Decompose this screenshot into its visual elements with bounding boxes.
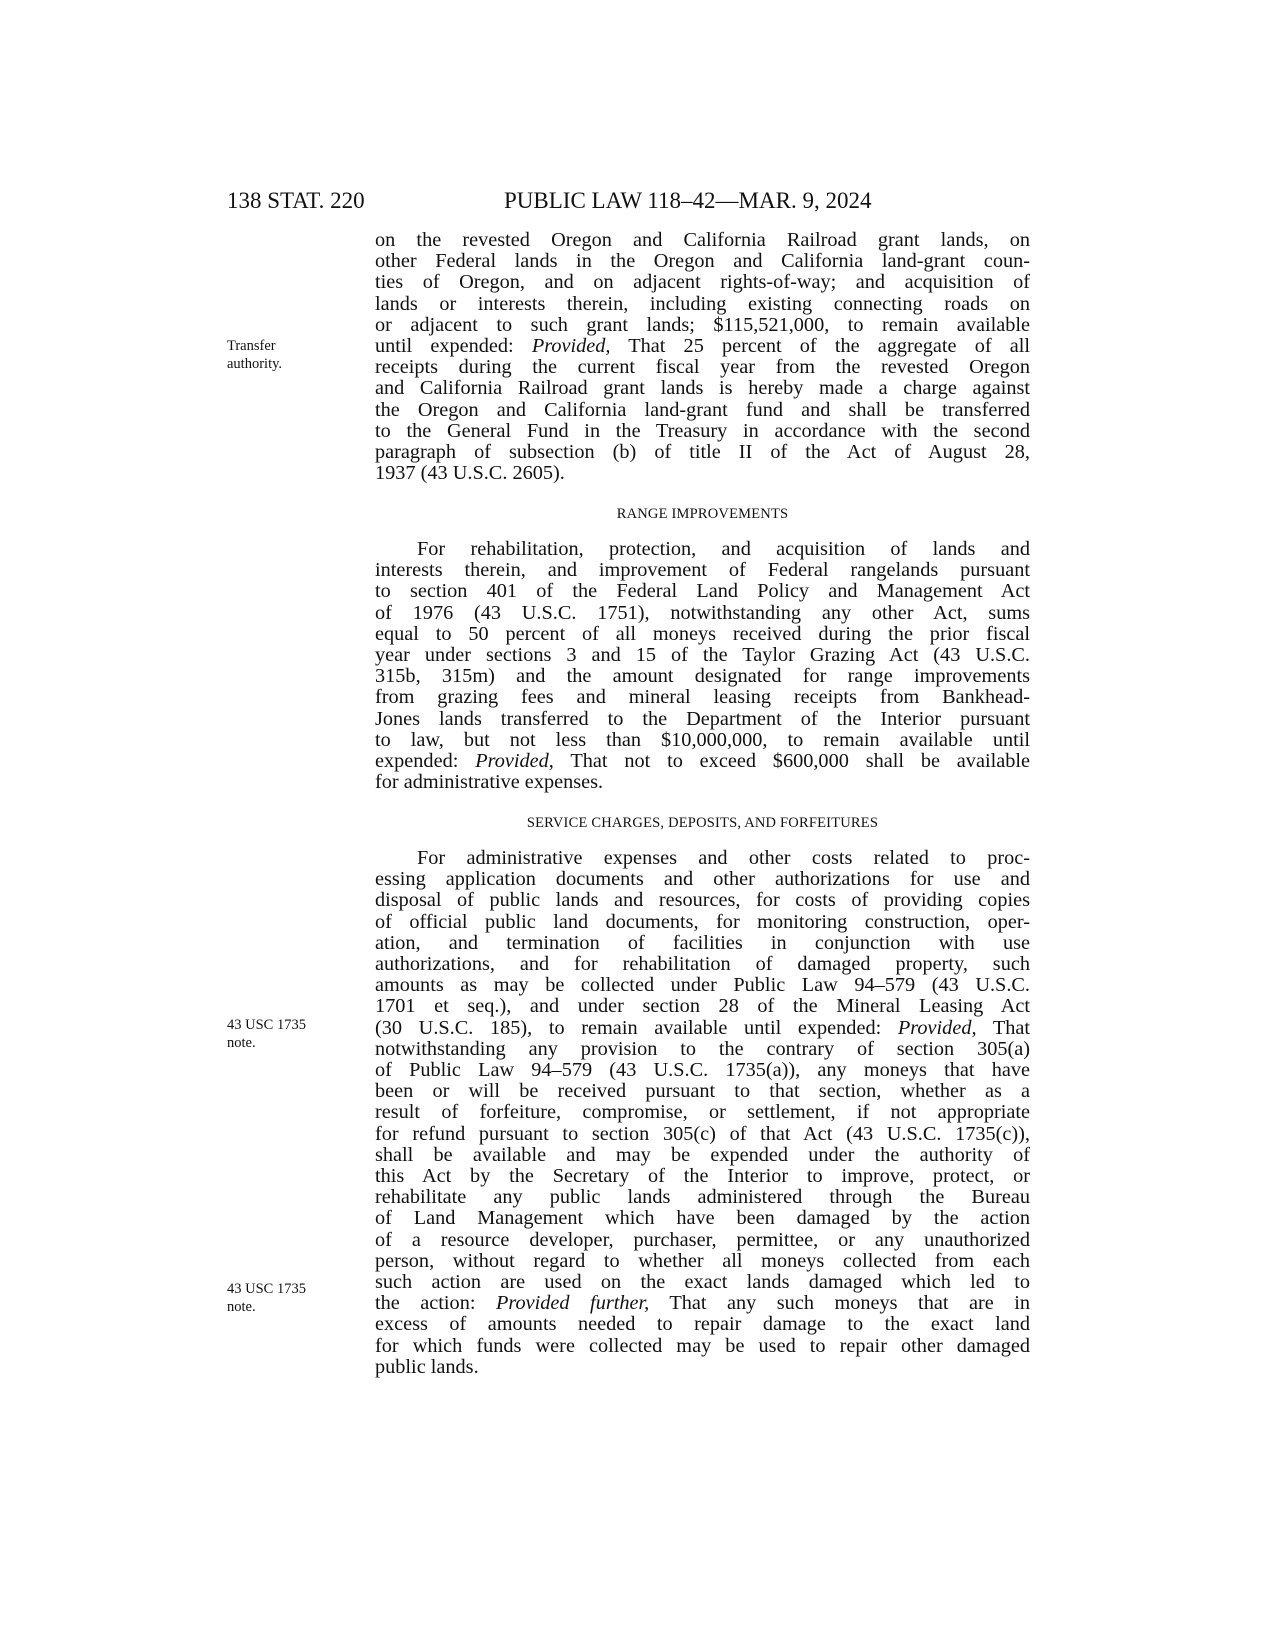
text-line: person, without regard to whether all moneys collected from each xyxy=(375,1249,1030,1272)
text-line: of 1976 (43 U.S.C. 1751), notwithstanding any other Act, sums xyxy=(375,601,1030,624)
text-line: interests therein, and improvement of Federal rangelands pursuant xyxy=(375,559,1030,582)
text-line: Jones lands transferred to the Department of the Interior pursuant xyxy=(375,707,1030,730)
text-line: been or will be received pursuant to that section, whether as a xyxy=(375,1080,1030,1103)
text-line: of Public Law 94–579 (43 U.S.C. 1735(a)), any moneys that have xyxy=(375,1059,1030,1082)
text-line: ties of Oregon, and on adjacent rights-of-way; and acquisition of xyxy=(375,271,1030,294)
text-line: from grazing fees and mineral leasing receipts from Bankhead- xyxy=(375,686,1030,709)
page-header xyxy=(227,188,1037,218)
text-line: to section 401 of the Federal Land Policy and Management Act xyxy=(375,580,1030,603)
text-line: excess of amounts needed to repair damage to the exact land xyxy=(375,1313,1030,1336)
text-line: For rehabilitation, protection, and acquisition of lands and xyxy=(417,538,1030,560)
text-line: until expended: Provided, That 25 percent of the aggregate of all xyxy=(375,335,1030,358)
text-line: rehabilitate any public lands administered through the Bureau xyxy=(375,1186,1030,1209)
paragraph-oc-grant-lands xyxy=(375,230,1030,484)
text-line: lands or interests therein, including existing connecting roads on xyxy=(375,292,1030,315)
text-line: other Federal lands in the Oregon and California land-grant coun- xyxy=(375,250,1030,273)
heading-service-charges: SERVICE CHARGES, DEPOSITS, AND FORFEITURES xyxy=(526,815,879,831)
text-line: or adjacent to such grant lands; $115,521,000, to remain available xyxy=(375,313,1030,336)
paragraph-service-charges xyxy=(375,848,1030,1378)
margin-note-43-usc-1735-b xyxy=(227,1280,327,1316)
text-line: (30 U.S.C. 185), to remain available until expended: Provided, That xyxy=(375,1016,1030,1039)
margin-note-line: authority. xyxy=(227,356,283,372)
text-line: for administrative expenses. xyxy=(375,771,604,794)
text-line: for refund pursuant to section 305(c) of that Act (43 U.S.C. 1735(c)), xyxy=(375,1122,1030,1145)
text-line: such action are used on the exact lands damaged which led to xyxy=(375,1271,1030,1294)
margin-note-line: note. xyxy=(227,1035,256,1051)
heading-range-improvements: RANGE IMPROVEMENTS xyxy=(616,506,789,522)
paragraph-range-improvements xyxy=(375,539,1030,793)
margin-note-43-usc-1735-a xyxy=(227,1016,327,1052)
text-line: year under sections 3 and 15 of the Taylor Grazing Act (43 U.S.C. xyxy=(375,644,1030,667)
text-line: amounts as may be collected under Public Law 94–579 (43 U.S.C. xyxy=(375,974,1030,997)
text-line: notwithstanding any provision to the contrary of section 305(a) xyxy=(375,1037,1030,1060)
text-line: the action: Provided further, That any such moneys that are in xyxy=(375,1292,1030,1315)
public-law-title: PUBLIC LAW 118–42—MAR. 9, 2024 xyxy=(504,188,872,213)
margin-note-line: note. xyxy=(227,1299,256,1315)
provided-italic: Provided, xyxy=(475,750,554,773)
stat-reference: 138 STAT. 220 xyxy=(227,188,365,213)
text-line: result of forfeiture, compromise, or settlement, if not appropriate xyxy=(375,1101,1030,1124)
margin-note-line: 43 USC 1735 xyxy=(227,1281,306,1297)
text-line: public lands. xyxy=(375,1355,479,1378)
text-line: 1701 et seq.), and under section 28 of the Mineral Leasing Act xyxy=(375,995,1030,1018)
margin-note-transfer-authority xyxy=(227,337,327,373)
provided-italic: Provided, xyxy=(897,1016,977,1039)
margin-note-line: 43 USC 1735 xyxy=(227,1017,306,1033)
text-line: this Act by the Secretary of the Interior to improve, protect, or xyxy=(375,1165,1030,1188)
text-line: and California Railroad grant lands is hereby made a charge against xyxy=(375,377,1030,400)
text-line: shall be available and may be expended under the authority of xyxy=(375,1143,1030,1166)
text-line: of a resource developer, purchaser, permittee, or any unauthorized xyxy=(375,1228,1030,1251)
provided-italic: Provided, xyxy=(531,335,611,358)
text-line: 1937 (43 U.S.C. 2605). xyxy=(375,462,565,485)
text-line: to the General Fund in the Treasury in accordance with the second xyxy=(375,419,1030,442)
margin-note-line: Transfer xyxy=(227,338,276,354)
text-line: 315b, 315m) and the amount designated for range improvements xyxy=(375,665,1030,688)
text-line: ation, and termination of facilities in conjunction with use xyxy=(375,931,1030,954)
text-line: For administrative expenses and other costs related to proc- xyxy=(417,847,1030,869)
text-line: for which funds were collected may be used to repair other damaged xyxy=(375,1334,1030,1357)
text-line: authorizations, and for rehabilitation of damaged property, such xyxy=(375,953,1030,976)
text-line: to law, but not less than $10,000,000, to remain available until xyxy=(375,728,1030,751)
text-line: essing application documents and other authorizations for use and xyxy=(375,868,1030,891)
text-line: of official public land documents, for monitoring construction, oper- xyxy=(375,910,1030,933)
text-line: paragraph of subsection (b) of title II of the Act of August 28, xyxy=(375,441,1030,464)
text-line: receipts during the current fiscal year from the revested Oregon xyxy=(375,356,1030,379)
provided-further-italic: Provided further, xyxy=(495,1292,650,1315)
text-line: the Oregon and California land-grant fund and shall be transferred xyxy=(375,398,1030,421)
text-line: on the revested Oregon and California Railroad grant lands, on xyxy=(375,229,1030,251)
text-line: expended: Provided, That not to exceed $600,000 shall be available xyxy=(375,750,1030,773)
text-line: disposal of public lands and resources, for costs of providing copies xyxy=(375,889,1030,912)
text-line: of Land Management which have been damaged by the action xyxy=(375,1207,1030,1230)
text-line: equal to 50 percent of all moneys received during the prior fiscal xyxy=(375,622,1030,645)
